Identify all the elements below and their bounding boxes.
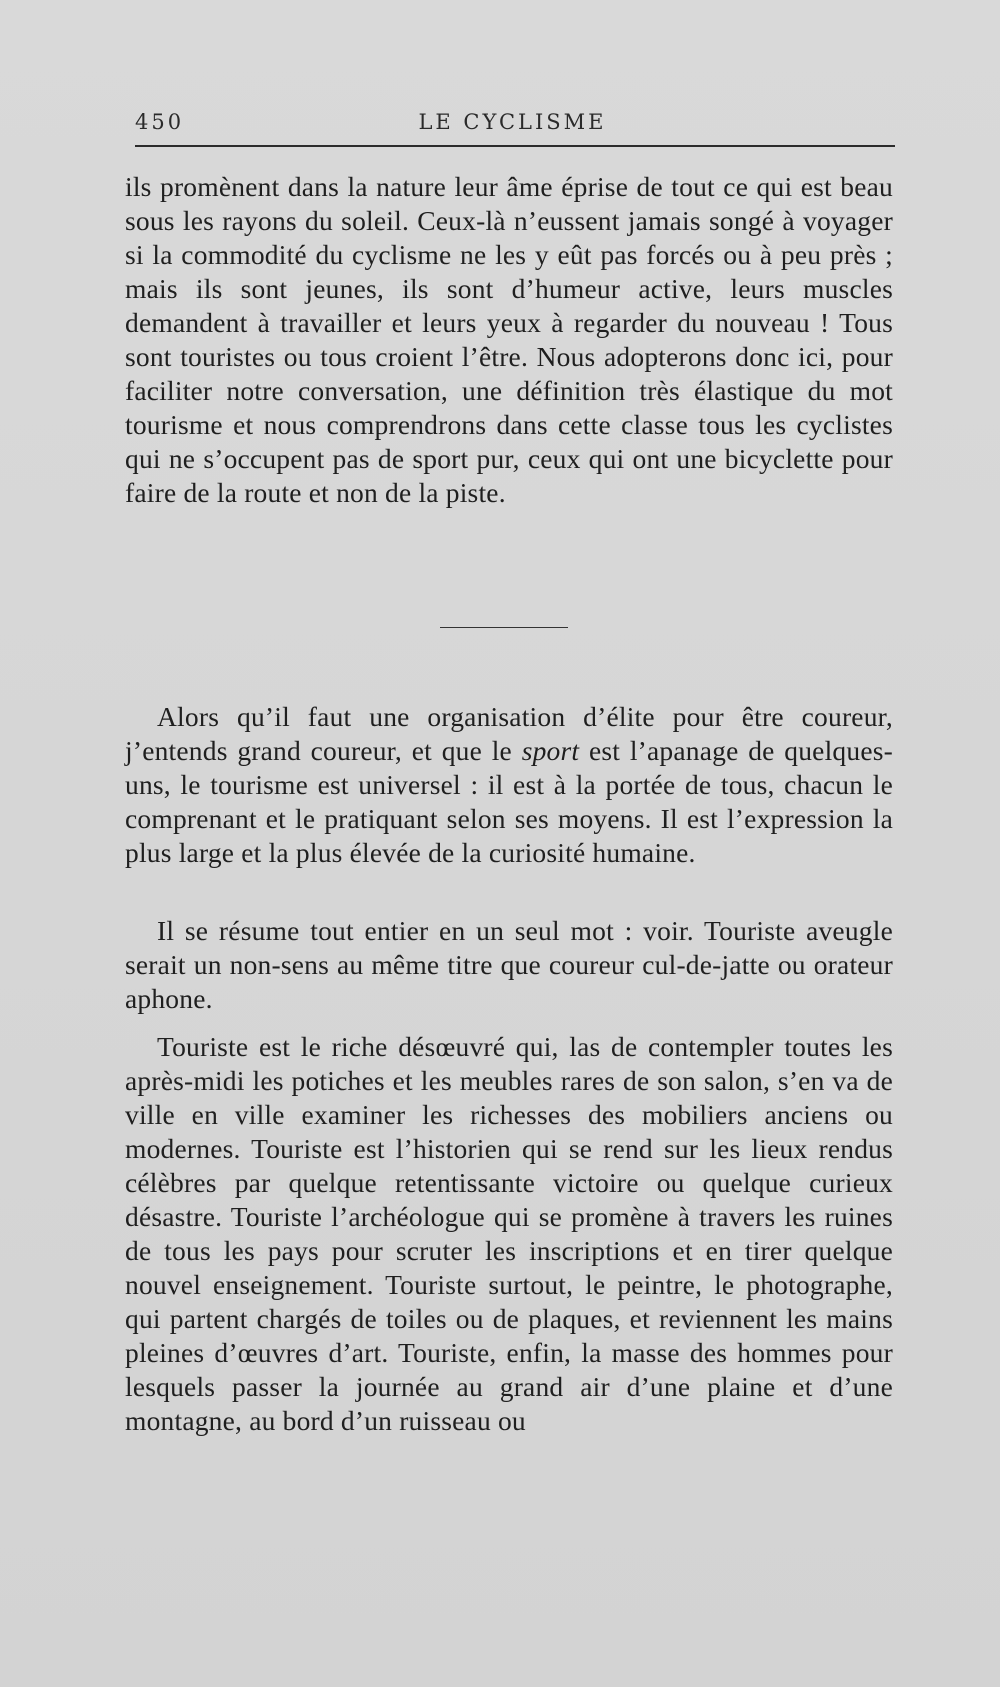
- paragraph-3-text: Il se résume tout entier en un seul mot : voir. Touriste aveugle serait un non-sens au même titre que coureur cul-de-jatte ou orateur aphone.: [125, 915, 893, 1014]
- paragraph-3: [125, 914, 893, 1016]
- header-rule: [135, 145, 895, 147]
- paragraph-2: [125, 700, 893, 870]
- page-number: 450: [135, 110, 185, 134]
- running-title: LE CYCLISME: [418, 110, 607, 134]
- paragraph-4: [125, 1030, 893, 1438]
- paragraph-4-text: Touriste est le riche désœuvré qui, las de contempler toutes les après-midi les potiches et les meubles rares de son salon, s’en va de ville en ville examiner les richesses des mobiliers anciens ou modernes. Touriste est l’historien qui se rend sur les lieux rendus célèbres par quelque retentissante victoire ou quelque curieux désastre. Touriste l’archéologue qui se promène à travers les ruines de tous les pays pour scruter les inscriptions et en tirer quelque nouvel enseignement. Touriste surtout, le peintre, le photographe, qui partent chargés de toiles ou de plaques, et reviennent les mains pleines d’œuvres d’art. Touriste, enfin, la masse des hommes pour lesquels passer la journée au grand air d’une plaine et d’une montagne, au bord d’un ruisseau ou: [125, 1031, 893, 1436]
- paragraph-2-part-1: Alors qu’il faut une organisation d’élite pour être coureur, j’entends grand coureur, et que le: [125, 701, 893, 766]
- paragraph-2-part-2: est l’apanage de quelques-uns, le tourisme est universel : il est à la portée de tous, chacun le comprenant et le pratiquant selon ses moyens. Il est l’expression la plus large et la plus élevée de la curiosité humaine.: [125, 735, 893, 868]
- paragraph-1: [125, 170, 893, 510]
- paragraph-2-text: [125, 700, 893, 870]
- section-separator: [440, 627, 568, 628]
- page-header: [135, 110, 890, 140]
- paragraph-1-text: ils promènent dans la nature leur âme éprise de tout ce qui est beau sous les rayons du soleil. Ceux-là n’eussent jamais songé à voyager si la commodité du cyclisme ne les y eût pas forcés ou à peu près ; mais ils sont jeunes, ils sont d’humeur active, leurs muscles demandent à travailler et leurs yeux à regarder du nouveau ! Tous sont touristes ou tous croient l’être. Nous adopterons donc ici, pour faciliter notre conversation, une définition très élastique du mot tourisme et nous comprendrons dans cette classe tous les cyclistes qui ne s’occupent pas de sport pur, ceux qui ont une bicyclette pour faire de la route et non de la piste.: [125, 171, 893, 508]
- italic-word-sport: sport: [521, 735, 580, 766]
